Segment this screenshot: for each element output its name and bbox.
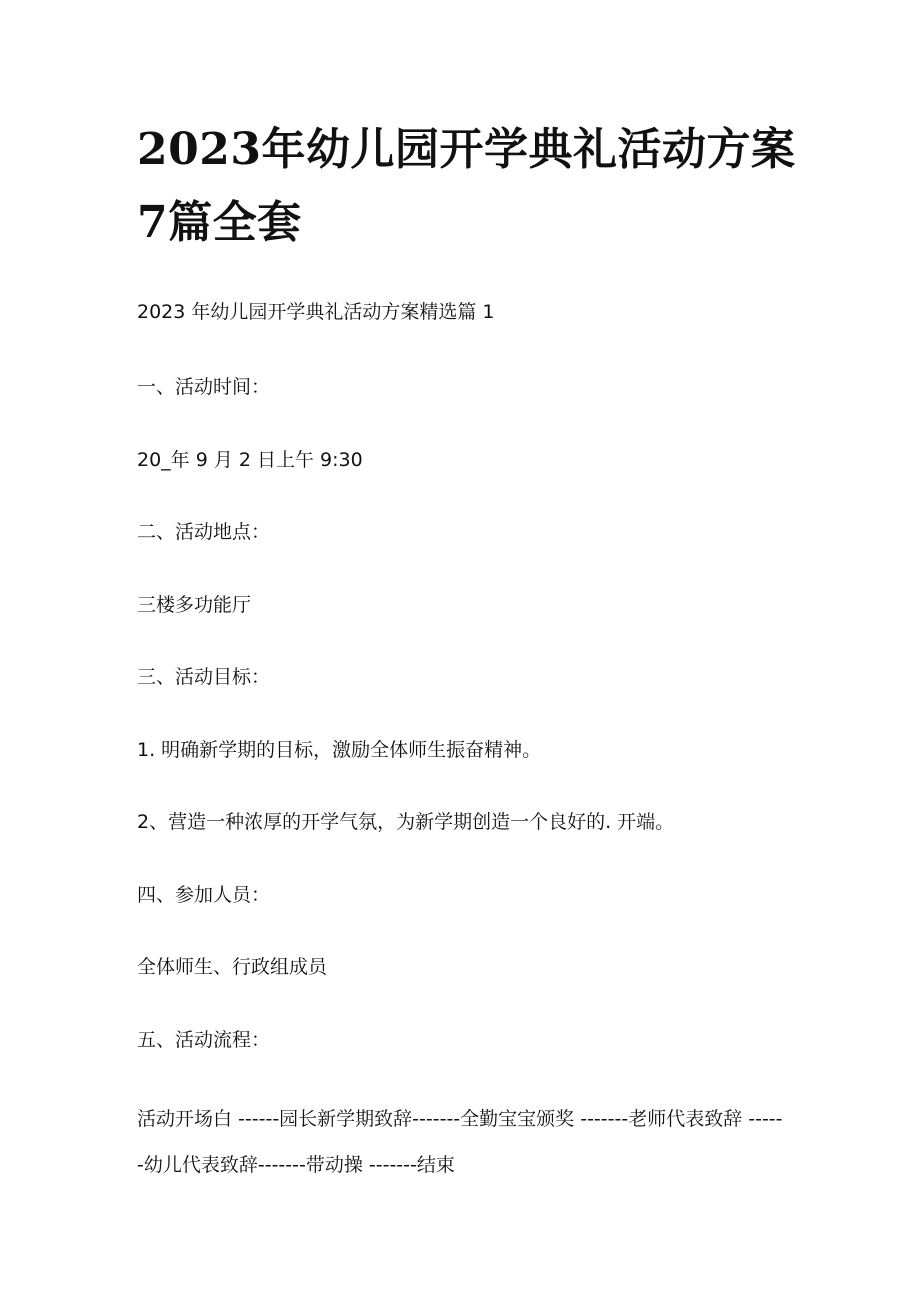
goal-item-2: 2、营造一种浓厚的开学气氛，为新学期创造一个良好的. 开端。 [137, 811, 675, 833]
flow-value: 活动开场白 ------园长新学期致辞-------全勤宝宝颁奖 -------老师代表致辞 ------幼儿代表致辞-------带动操 -------结束 [137, 1108, 783, 1176]
goal-heading: 三、活动目标： [137, 666, 271, 688]
document-subtitle: 2023 年幼儿园开学典礼活动方案精选篇 1 [137, 301, 495, 323]
people-heading: 四、参加人员： [137, 884, 271, 906]
place-heading: 二、活动地点： [137, 521, 271, 543]
time-value: 20_年 9 月 2 日上午 9:30 [137, 449, 363, 471]
flow-heading: 五、活动流程： [137, 1029, 271, 1051]
time-heading: 一、活动时间： [137, 376, 271, 398]
document-title: 2023年幼儿园开学典礼活动方案7篇全套 [137, 124, 796, 248]
place-value: 三楼多功能厅 [137, 594, 252, 616]
goal-item-1: 1. 明确新学期的目标，激励全体师生振奋精神。 [137, 739, 542, 761]
people-value: 全体师生、行政组成员 [137, 956, 328, 978]
